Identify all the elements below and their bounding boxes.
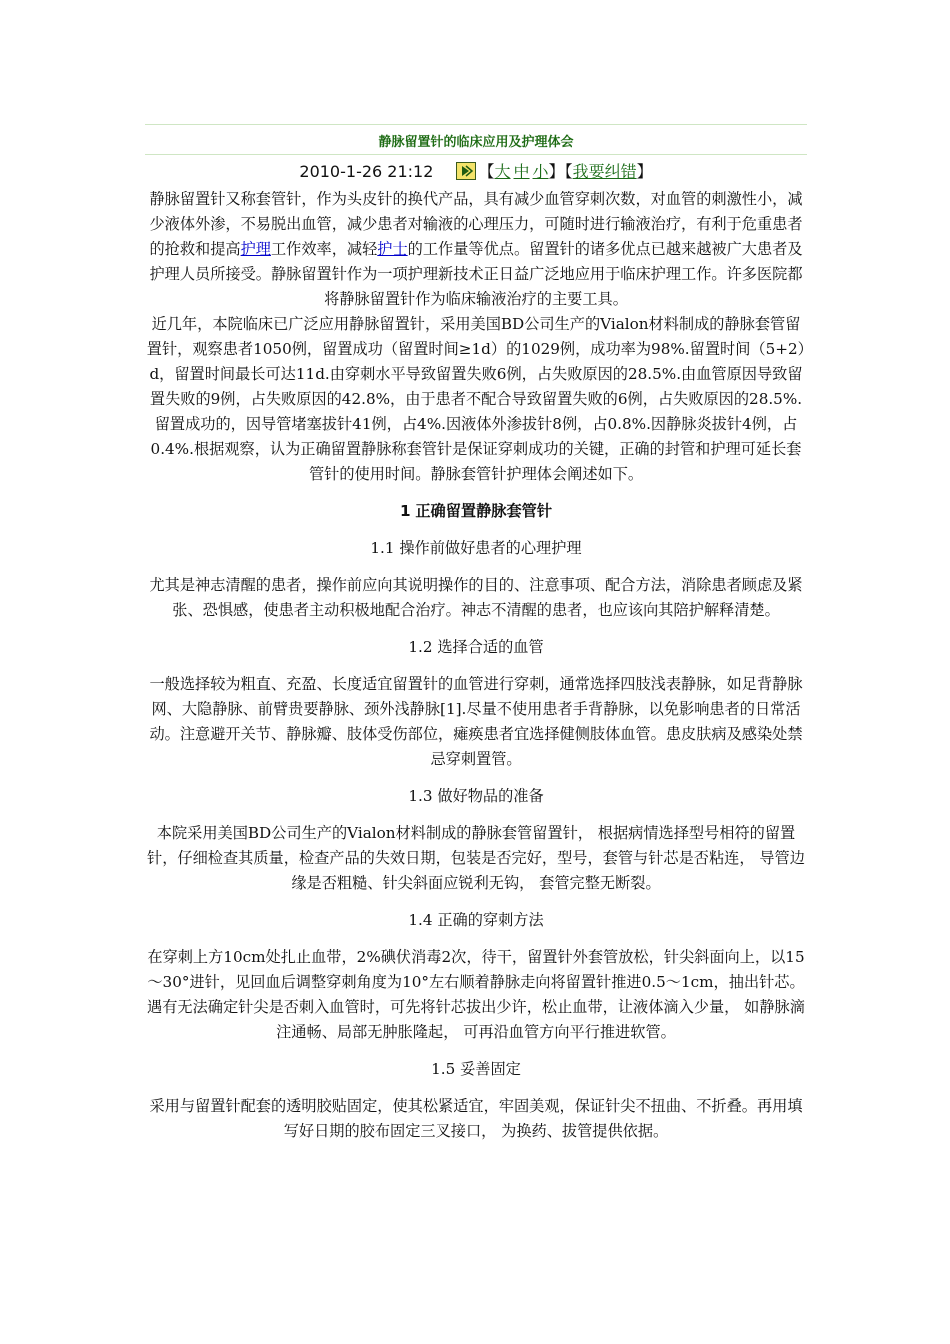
subsection-text-1-3: 本院采用美国BD公司生产的Vialon材料制成的静脉套管留置针， 根据病情选择型号相符的留置针，仔细检查其质量，检查产品的失效日期，包装是否完好，型号，套管与针芯是否粘连， 导管边缘是否粗糙、针尖斜面应锐利无钩， 套管完整无断裂。 [147, 824, 805, 892]
nurse-link[interactable]: 护士 [377, 240, 408, 258]
title-rule [145, 154, 807, 155]
font-medium-link[interactable]: 中 [513, 162, 530, 181]
article-meta: 2010-1-26 21:12 【大 中 小】【我要纠错】 [299, 162, 653, 181]
font-size-icon[interactable] [456, 162, 476, 180]
article-title: 静脉留置针的临床应用及护理体会 [378, 135, 574, 150]
subsection-heading-1-4: 1.4 正确的穿刺方法 [408, 911, 544, 929]
section-1-heading: 1 正确留置静脉套管针 [399, 502, 553, 520]
publish-date: 2010-1-26 21:12 [299, 162, 434, 181]
subsection-heading-1-1: 1.1 操作前做好患者的心理护理 [370, 539, 582, 557]
article [145, 124, 807, 1144]
intro-paragraph-1: 静脉留置针又称套管针，作为头皮针的换代产品，具有减少血管穿刺次数，对血管的刺激性小，减少液体外渗，不易脱出血管，减少患者对输液的心理压力，可随时进行输液治疗，有利于危重患者的抢救和提高护理工作效率，减轻护士的工作量等优点。留置针的诸多优点已越来越被广大患者及护理人员所接受。静脉留置针作为一项护理新技术正日益广泛地应用于临床护理工作。许多医院都将静脉留置针作为临床输液治疗的主要工具。 [149, 190, 803, 308]
font-large-link[interactable]: 大 [494, 162, 511, 181]
subsection-heading-1-3: 1.3 做好物品的准备 [408, 787, 544, 805]
subsection-text-1-4: 在穿刺上方10cm处扎止血带，2%碘伏消毒2次，待干，留置针外套管放松，针尖斜面向上，以15～30°进针，见回血后调整穿刺角度为10°左右顺着静脉走向将留置针推进0.5～1cm，抽出针芯。遇有无法确定针尖是否刺入血管时，可先将针芯拔出少许，松止血带，让液体滴入少量， 如静脉滴注通畅、局部无肿胀隆起， 可再沿血管方向平行推进软管。 [147, 948, 805, 1041]
subsection-text-1-2: 一般选择较为粗直、充盈、长度适宜留置针的血管进行穿刺，通常选择四肢浅表静脉，如足背静脉网、大隐静脉、前臂贵要静脉、颈外浅静脉[1].尽量不使用患者手背静脉，以免影响患者的日常活动。注意避开关节、静脉瓣、肢体受伤部位，瘫痪患者宜选择健侧肢体血管。患皮肤病及感染处禁忌穿刺置管。 [149, 675, 803, 768]
subsection-text-1-5: 采用与留置针配套的透明胶贴固定，使其松紧适宜，牢固美观，保证针尖不扭曲、不折叠。再用填写好日期的胶布固定三叉接口， 为换药、拔管提供依据。 [149, 1097, 803, 1140]
intro-paragraph-2: 近几年，本院临床已广泛应用静脉留置针，采用美国BD公司生产的Vialon材料制成的静脉套管留置针，观察患者1050例，留置成功（留置时间≥1d）的1029例，成功率为98%.留置时间（5+2）d，留置时间最长可达11d.由穿刺水平导致留置失败6例，占失败原因的28.5%.由血管原因导致留置失败的9例，占失败原因的42.8%，由于患者不配合导致留置失败的6例，占失败原因的28.5%.留置成功的，因导管堵塞拔针41例，占4%.因液体外渗拔针8例，占0.8%.因静脉炎拔针4例，占0.4%.根据观察，认为正确留置静脉称套管针是保证穿刺成功的关键，正确的封管和护理可延长套管针的使用时间。静脉套管针护理体会阐述如下。 [146, 315, 806, 483]
subsection-text-1-1: 尤其是神志清醒的患者，操作前应向其说明操作的目的、注意事项、配合方法，消除患者顾虑及紧张、恐惧感，使患者主动积极地配合治疗。神志不清醒的患者，也应该向其陪护解释清楚。 [149, 576, 803, 619]
report-error-link[interactable]: 我要纠错 [572, 162, 637, 181]
nursing-link[interactable]: 护理 [240, 240, 271, 258]
font-small-link[interactable]: 小 [532, 162, 549, 181]
subsection-heading-1-5: 1.5 妥善固定 [431, 1060, 521, 1078]
subsection-heading-1-2: 1.2 选择合适的血管 [408, 638, 544, 656]
